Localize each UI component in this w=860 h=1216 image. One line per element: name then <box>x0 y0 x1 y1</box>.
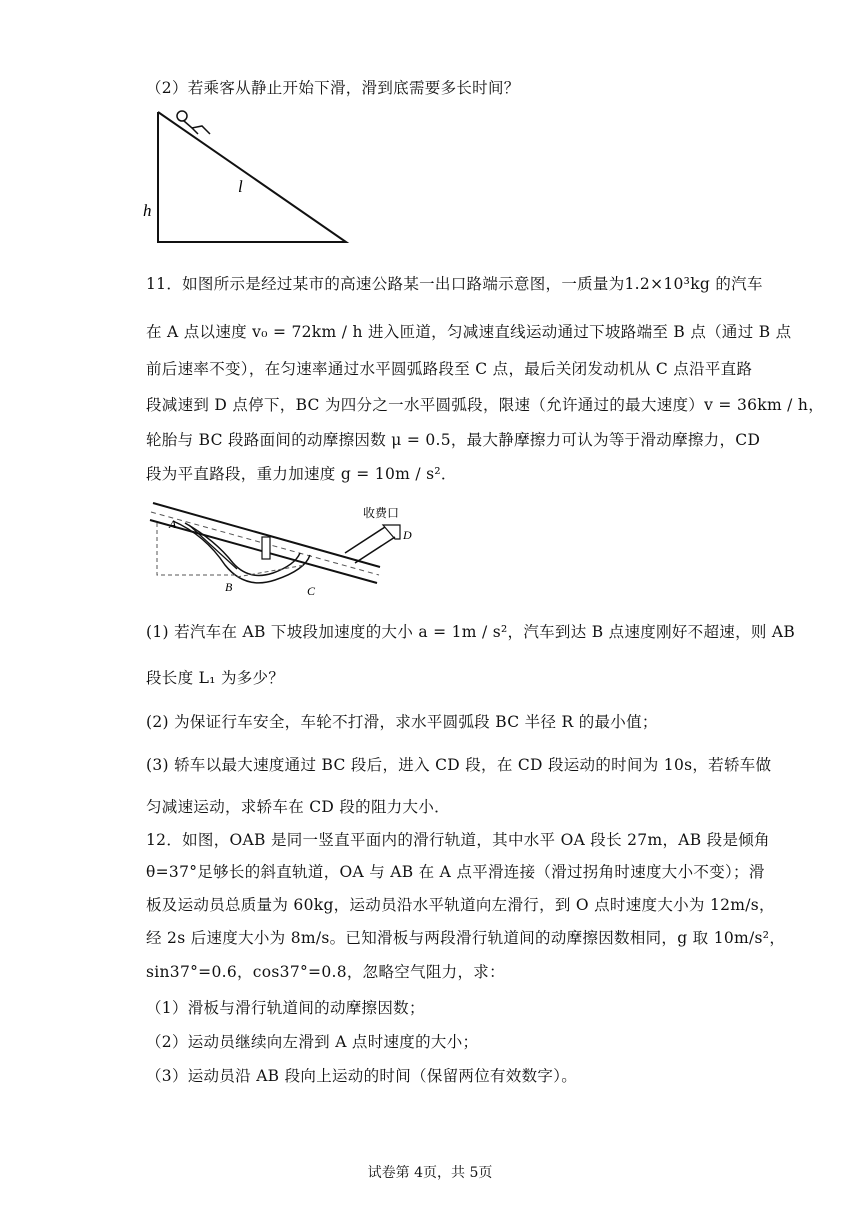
q11-part1-a: (1) 若汽车在 AB 下坡段加速度的大小 a = 1m / s²，汽车到达 B 点速度刚好不超速，则 AB <box>146 623 796 641</box>
q11-part3-b: 匀减速运动，求轿车在 CD 段的阻力大小． <box>146 798 450 816</box>
q12-question3: （3）运动员沿 AB 段向上运动的时间（保留两位有效数字）。 <box>146 1067 578 1085</box>
slide-figure <box>140 104 360 249</box>
point-A: A <box>169 517 177 531</box>
q11-line4: 段减速到 D 点停下，BC 为四分之一水平圆弧段，限速（允许通过的最大速度）v = 36km / h， <box>146 396 825 414</box>
q11-part1-b: 段长度 L₁ 为多少？ <box>146 669 285 687</box>
q12-line3: 板及运动员总质量为 60kg，运动员沿水平轨道向左滑行，到 O 点时速度大小为 12m/s， <box>146 896 775 914</box>
q11-line2: 在 A 点以速度 v₀ = 72km / h 进入匝道，匀减速直线运动通过下坡路端至 B 点（通过 B 点 <box>146 323 792 341</box>
highway-exit-figure <box>145 495 425 605</box>
label-l: l <box>238 177 243 196</box>
point-D: D <box>403 528 412 542</box>
passenger-icon <box>177 111 187 121</box>
q11-line5: 轮胎与 BC 段路面间的动摩擦因数 μ = 0.5，最大静摩擦力可认为等于滑动摩擦力，CD <box>146 431 761 449</box>
q12-line1: 12．如图，OAB 是同一竖直平面内的滑行轨道，其中水平 OA 段长 27m，AB 段是倾角 <box>146 831 770 849</box>
q11-line6: 段为平直路段，重力加速度 g = 10m / s²． <box>146 465 457 483</box>
q12-line2: θ=37°足够长的斜直轨道，OA 与 AB 在 A 点平滑连接（滑过拐角时速度大小不变）；滑 <box>146 863 765 881</box>
point-B: B <box>225 580 233 594</box>
q12-line4: 经 2s 后速度大小为 8m/s。已知滑板与两段滑行轨道间的动摩擦因数相同，g 取 10m/s²， <box>146 929 786 947</box>
toll-label: 收费口 <box>363 506 400 520</box>
q11-part2: (2) 为保证行车安全，车轮不打滑，求水平圆弧段 BC 半径 R 的最小值； <box>146 713 658 731</box>
q10-part2: （2）若乘客从静止开始下滑，滑到底需要多长时间？ <box>146 79 520 97</box>
q12-question2: （2）运动员继续向左滑到 A 点时速度的大小； <box>146 1033 479 1051</box>
page-footer: 试卷第 4页，共 5页 <box>367 1165 493 1181</box>
q11-line3: 前后速率不变），在匀速率通过水平圆弧路段至 C 点，最后关闭发动机从 C 点沿平直路 <box>146 360 753 378</box>
point-C: C <box>307 584 316 598</box>
q12-line5: sin37°=0.6，cos37°=0.8，忽略空气阻力，求： <box>146 963 505 981</box>
q12-question1: （1）滑板与滑行轨道间的动摩擦因数； <box>146 999 425 1017</box>
q11-line1: 11．如图所示是经过某市的高速公路某一出口路端示意图，一质量为1.2×10³kg 的汽车 <box>146 275 763 293</box>
q11-part3-a: (3) 轿车以最大速度通过 BC 段后，进入 CD 段，在 CD 段运动的时间为 10s，若轿车做 <box>146 756 772 774</box>
label-h: h <box>143 201 152 220</box>
